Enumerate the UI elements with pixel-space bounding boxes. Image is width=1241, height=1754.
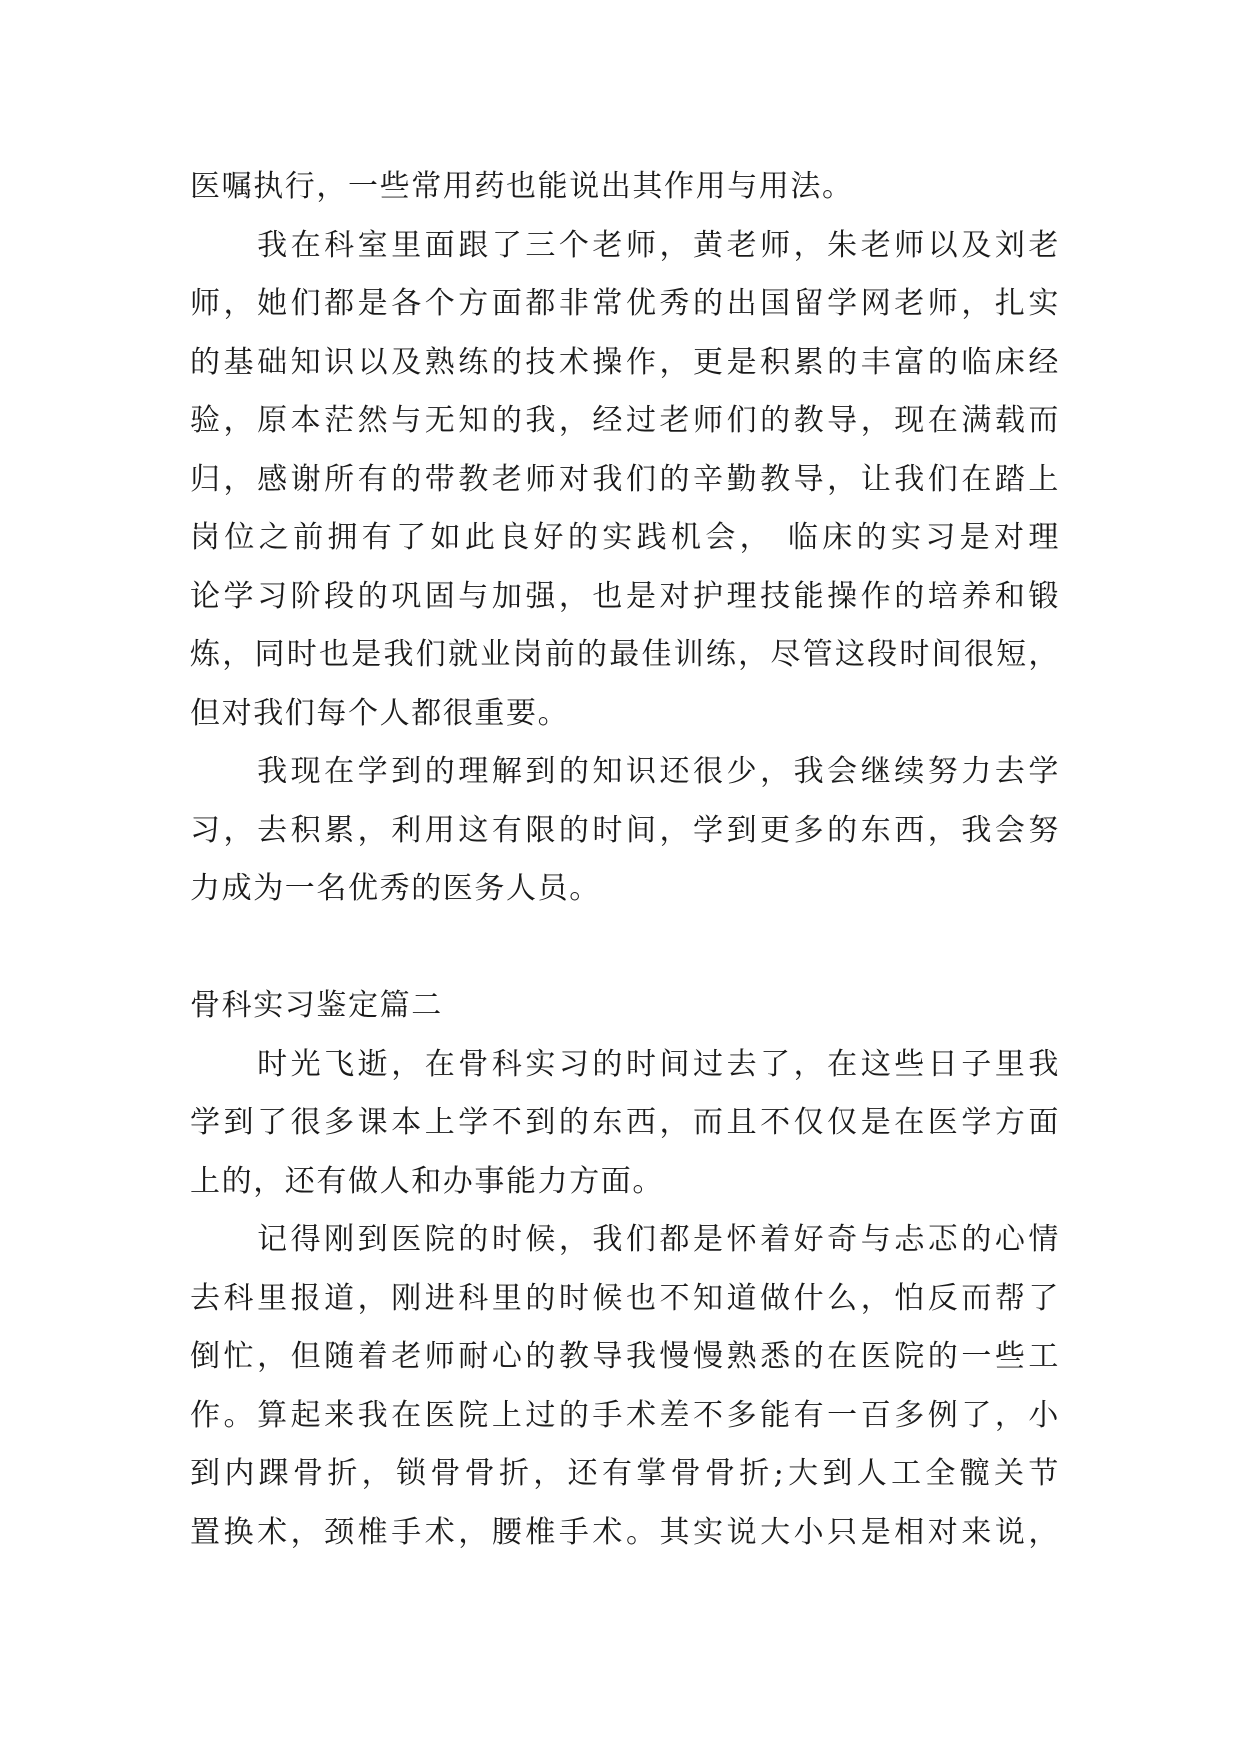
text-line: 验，原本茫然与无知的我，经过老师们的教导，现在满载而: [190, 403, 1060, 438]
text-line: 论学习阶段的巩固与加强，也是对护理技能操作的培养和锻: [190, 578, 1060, 614]
text-line: 力成为一名优秀的医务人员。: [190, 871, 601, 906]
text-line: 学到了很多课本上学不到的东西，而且不仅仅是在医学方面: [190, 1105, 1060, 1140]
text-line: 师，她们都是各个方面都非常优秀的出国留学网老师，扎实: [190, 286, 1060, 321]
text-line: 去科里报道，刚进科里的时候也不知道做什么，怕反而帮了: [190, 1280, 1060, 1316]
text-line: 上的，还有做人和办事能力方面。: [190, 1163, 664, 1199]
text-line: 到内踝骨折，锁骨骨折，还有掌骨骨折;大到人工全髋关节: [190, 1456, 1060, 1491]
text-line: 的基础知识以及熟练的技术操作，更是积累的丰富的临床经: [190, 344, 1060, 380]
text-line: 作。算起来我在医院上过的手术差不多能有一百多例了，小: [190, 1397, 1060, 1433]
text-line: 时光飞逝，在骨科实习的时间过去了，在这些日子里我: [190, 1046, 1060, 1082]
text-line: 我现在学到的理解到的知识还很少，我会继续努力去学: [190, 754, 1060, 789]
text-line: 医嘱执行，一些常用药也能说出其作用与用法。: [190, 169, 854, 204]
text-line: 炼，同时也是我们就业岗前的最佳训练，尽管这段时间很短，: [190, 637, 1060, 672]
paragraph-gap: [190, 919, 1060, 978]
text-line: 我在科室里面跟了三个老师，黄老师，朱老师以及刘老: [190, 227, 1060, 263]
document-body: [190, 158, 1060, 1562]
text-line: 记得刚到医院的时候，我们都是怀着好奇与忐忑的心情: [190, 1222, 1060, 1257]
text-line: 习，去积累，利用这有限的时间，学到更多的东西，我会努: [190, 812, 1060, 848]
text-line: 归，感谢所有的带教老师对我们的辛勤教导，让我们在踏上: [190, 461, 1060, 497]
text-line: 倒忙，但随着老师耐心的教导我慢慢熟悉的在医院的一些工: [190, 1339, 1060, 1374]
text-line: 但对我们每个人都很重要。: [190, 695, 570, 731]
section-heading: 骨科实习鉴定篇二: [190, 988, 443, 1023]
text-line: 置换术，颈椎手术，腰椎手术。其实说大小只是相对来说，: [190, 1514, 1060, 1550]
text-line: 岗位之前拥有了如此良好的实践机会， 临床的实习是对理: [190, 520, 1060, 555]
